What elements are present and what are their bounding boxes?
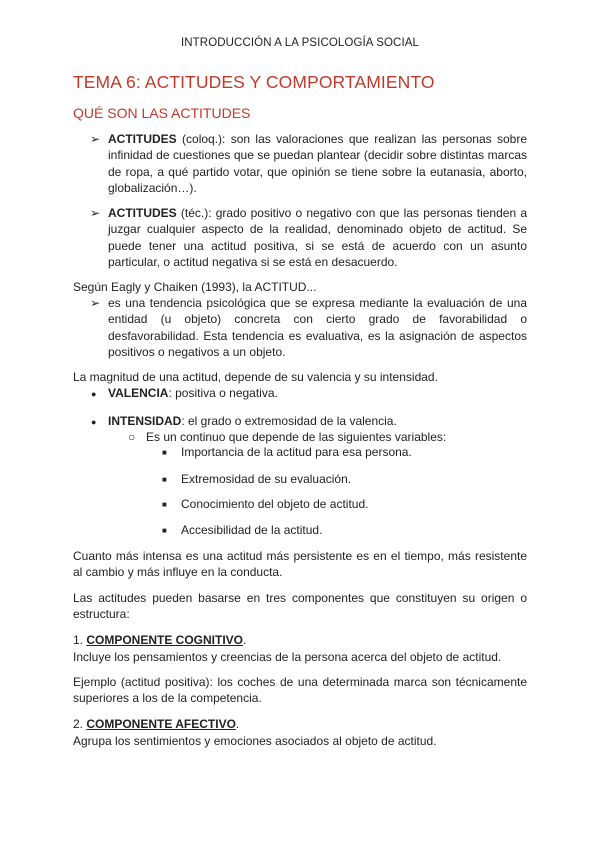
component-affective-text: Agrupa los sentimientos y emociones asociados al objeto de actitud. [73, 734, 437, 748]
definition-text: (téc.): grado positivo o negativo con que las personas tienden a juzgar cualquier aspecto de la realidad, denominado objeto de actitud. Se puede tener una actitud positiva, si se está de acuerdo con un asunto particular, o actitud negativa si se está en desacuerdo. [108, 206, 527, 270]
magnitud-text: La magnitud de una actitud, depende de su valencia y su intensidad. [73, 370, 438, 384]
square-bullet-icon: ■ [162, 448, 167, 457]
page-header: INTRODUCCIÓN A LA PSICOLOGÍA SOCIAL [180, 37, 420, 49]
component-number: 2. [73, 717, 87, 731]
intensidad-item [108, 413, 397, 429]
component-affective-heading [73, 716, 239, 732]
term: INTENSIDAD [108, 414, 182, 428]
componentes-paragraph: Las actitudes pueden basarse en tres componentes que constituyen su origen o estructura: [73, 591, 527, 622]
bullet-icon: ● [91, 389, 97, 399]
bullet-icon: ● [91, 417, 97, 427]
component-title: COMPONENTE COGNITIVO [86, 633, 244, 647]
definition-text: : positiva o negativa. [168, 386, 278, 400]
arrow-bullet-icon: ➢ [90, 132, 101, 146]
variable-item: Accesibilidad de la actitud. [181, 523, 323, 537]
variable-item: Conocimiento del objeto de actitud. [181, 497, 369, 511]
variable-item: Extremosidad de su evaluación. [181, 472, 352, 486]
definition-text: : el grado o extremosidad de la valencia. [181, 414, 397, 428]
punctuation: . [243, 633, 247, 647]
component-title: COMPONENTE AFECTIVO [86, 717, 236, 731]
circle-bullet-icon: ○ [128, 430, 136, 444]
term: ACTITUDES [108, 132, 177, 146]
section-title: QUÉ SON LAS ACTITUDES [73, 105, 251, 121]
variable-item: Importancia de la actitud para esa persona. [181, 445, 412, 459]
continuo-text: Es un continuo que depende de las siguientes variables: [146, 430, 447, 444]
definition-technical [108, 205, 527, 271]
chapter-title: TEMA 6: ACTITUDES Y COMPORTAMIENTO [73, 72, 435, 92]
arrow-bullet-icon: ➢ [90, 206, 101, 220]
definition-eagly: es una tendencia psicológica que se expresa mediante la evaluación de una entidad (u objeto) concreta con cierto grado de favorabilidad o desfavorabilidad. Esta tendencia es evaluativa, es la asignación de aspectos positivos o negativos a un objeto. [108, 296, 527, 360]
square-bullet-icon: ■ [162, 500, 167, 509]
square-bullet-icon: ■ [162, 526, 167, 535]
punctuation: . [235, 717, 240, 731]
valencia-item [108, 385, 278, 401]
definition-text: (coloq.): son las valoraciones que realizan las personas sobre infinidad de cuestiones que se puedan plantear (decidir sobre distintas marcas de ropa, a qué partido votar, que opinión se tiene sobre la eutanasia, aborto, globalización…). [108, 132, 527, 196]
component-number: 1. [73, 633, 87, 647]
intensa-paragraph: Cuanto más intensa es una actitud más persistente es en el tiempo, más resistente al cambio y más influye en la conducta. [73, 549, 527, 580]
eagly-chaiken-intro: Según Eagly y Chaiken (1993), la ACTITUD... [73, 280, 317, 294]
arrow-bullet-icon: ➢ [90, 296, 101, 310]
component-cognitive-text: Incluye los pensamientos y creencias de la persona acerca del objeto de actitud. [73, 650, 502, 664]
term: ACTITUDES [108, 206, 177, 220]
square-bullet-icon: ■ [162, 475, 167, 484]
term: VALENCIA [108, 386, 169, 400]
component-cognitive-heading [73, 632, 246, 648]
definition-colloquial [108, 131, 527, 197]
example-paragraph: Ejemplo (actitud positiva): los coches de una determinada marca son técnicamente superiores a los de la competencia. [73, 675, 527, 706]
